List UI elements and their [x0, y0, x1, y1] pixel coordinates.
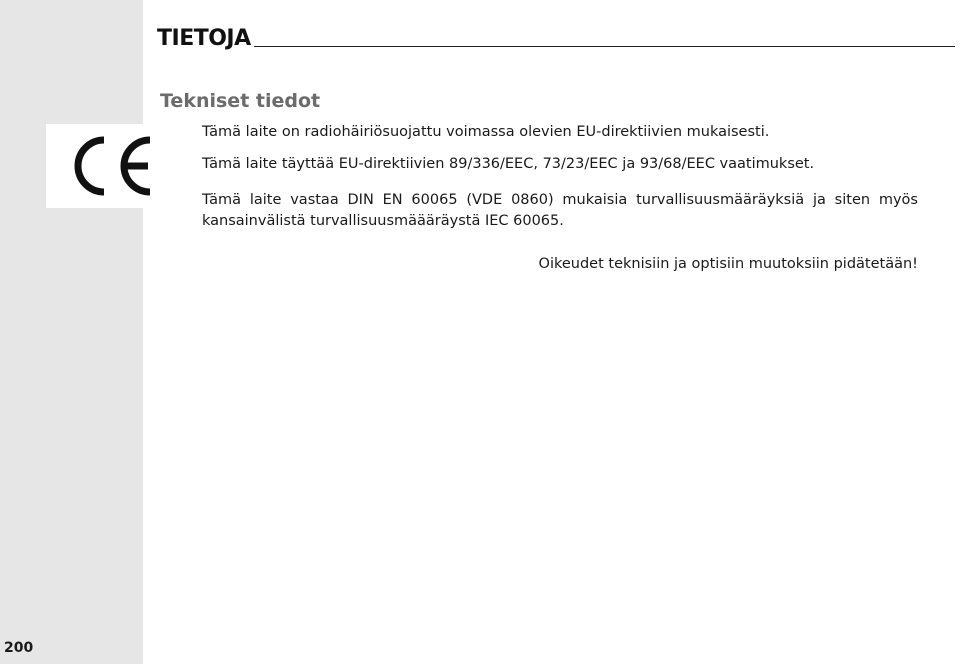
- paragraph-safety-standards: Tämä laite vastaa DIN EN 60065 (VDE 0860) mukaisia turvallisuusmääräyksiä ja siten myös kansainvälistä turvallisuusmäääräystä IEC 60065.: [202, 192, 918, 229]
- section-title: Tekniset tiedot: [160, 90, 321, 112]
- rights-note: Oikeudet teknisiin ja optisiin muutoksiin pidätetään!: [538, 256, 918, 272]
- page-title: TIETOJA: [157, 26, 251, 51]
- side-band: [0, 0, 143, 664]
- header-rule: [254, 46, 955, 47]
- paragraph-eu-directives: Tämä laite täyttää EU-direktiivien 89/336/EEC, 73/23/EEC ja 93/68/EEC vaatimukset.: [202, 156, 815, 172]
- ce-mark-graphic: [46, 124, 170, 208]
- page-number: 200: [4, 640, 34, 656]
- ce-mark-icon: [46, 124, 170, 208]
- paragraph-radio-interference: Tämä laite on radiohäiriösuojattu voimassa olevien EU-direktiivien mukaisesti.: [202, 124, 770, 140]
- page-header: [157, 24, 955, 50]
